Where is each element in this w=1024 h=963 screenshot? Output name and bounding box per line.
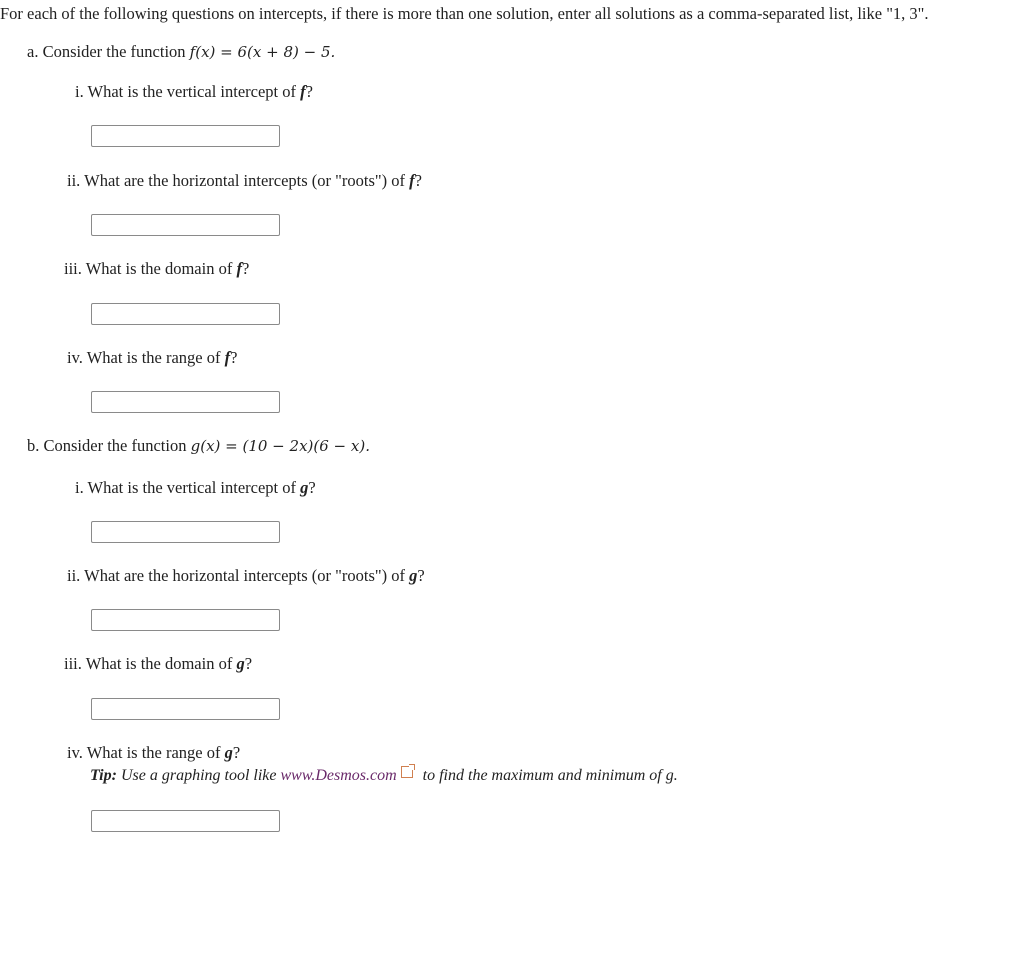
question-var: f [409, 171, 415, 190]
question-b-iii [64, 654, 252, 674]
question-var: f [300, 82, 306, 101]
question-label: i. What is the vertical intercept of [75, 82, 301, 101]
question-end: ? [244, 654, 253, 673]
answer-b-ii[interactable] [91, 609, 280, 631]
question-b-iv [67, 743, 240, 763]
question-end: ? [232, 743, 241, 762]
tip-end: . [673, 767, 678, 784]
question-label: ii. What are the horizontal intercepts (or "roots") of [67, 171, 410, 190]
tip-text-after: to find the maximum and minimum of [418, 767, 666, 784]
question-a-ii [67, 171, 422, 191]
tip-text-before: Use a graphing tool like [116, 767, 281, 784]
part-a-label: a. Consider the function [27, 42, 190, 61]
question-a-iii [64, 259, 249, 279]
desmos-link[interactable]: www.Desmos.com [280, 767, 397, 784]
question-var: g [300, 478, 309, 497]
question-end: ? [230, 348, 238, 367]
part-b-heading [27, 436, 370, 456]
tip-prefix: Tip: [90, 767, 117, 784]
part-b-label: b. Consider the function [27, 436, 191, 455]
tip-var: g [665, 767, 674, 784]
answer-b-iii[interactable] [91, 698, 280, 720]
instructions: For each of the following questions on intercepts, if there is more than one solution, enter all solutions as a comma-separated list, like "1, 3". [0, 4, 929, 23]
question-label: iv. What is the range of [67, 348, 225, 367]
answer-b-i[interactable] [91, 521, 280, 543]
question-b-i [75, 478, 316, 498]
question-var: f [236, 259, 242, 278]
question-var: g [409, 566, 418, 585]
question-var: f [224, 348, 231, 367]
tip-text [90, 766, 678, 785]
answer-a-iv[interactable] [91, 391, 280, 413]
answer-a-iii[interactable] [91, 303, 280, 325]
question-label: ii. What are the horizontal intercepts (or "roots") of [67, 566, 410, 585]
question-end: ? [305, 82, 313, 101]
question-a-iv [67, 348, 237, 368]
part-b-function: g(x) = (10 − 2x)(6 − x). [190, 437, 370, 455]
part-a-heading [27, 42, 335, 62]
question-label: iii. What is the domain of [64, 259, 237, 278]
question-var: g [224, 743, 233, 762]
question-label: iii. What is the domain of [64, 654, 237, 673]
question-end: ? [241, 259, 250, 278]
question-end: ? [417, 566, 425, 585]
part-a-function: f(x) = 6(x + 8) − 5. [189, 43, 336, 61]
question-end: ? [308, 478, 316, 497]
question-end: ? [414, 171, 422, 190]
answer-a-ii[interactable] [91, 214, 280, 236]
question-a-i [75, 82, 313, 102]
answer-b-iv[interactable] [91, 810, 280, 832]
question-var: g [236, 654, 245, 673]
question-label: iv. What is the range of [67, 743, 225, 762]
question-b-ii [67, 566, 425, 586]
answer-a-i[interactable] [91, 125, 280, 147]
question-label: i. What is the vertical intercept of [75, 478, 301, 497]
external-link-icon[interactable] [401, 766, 413, 778]
